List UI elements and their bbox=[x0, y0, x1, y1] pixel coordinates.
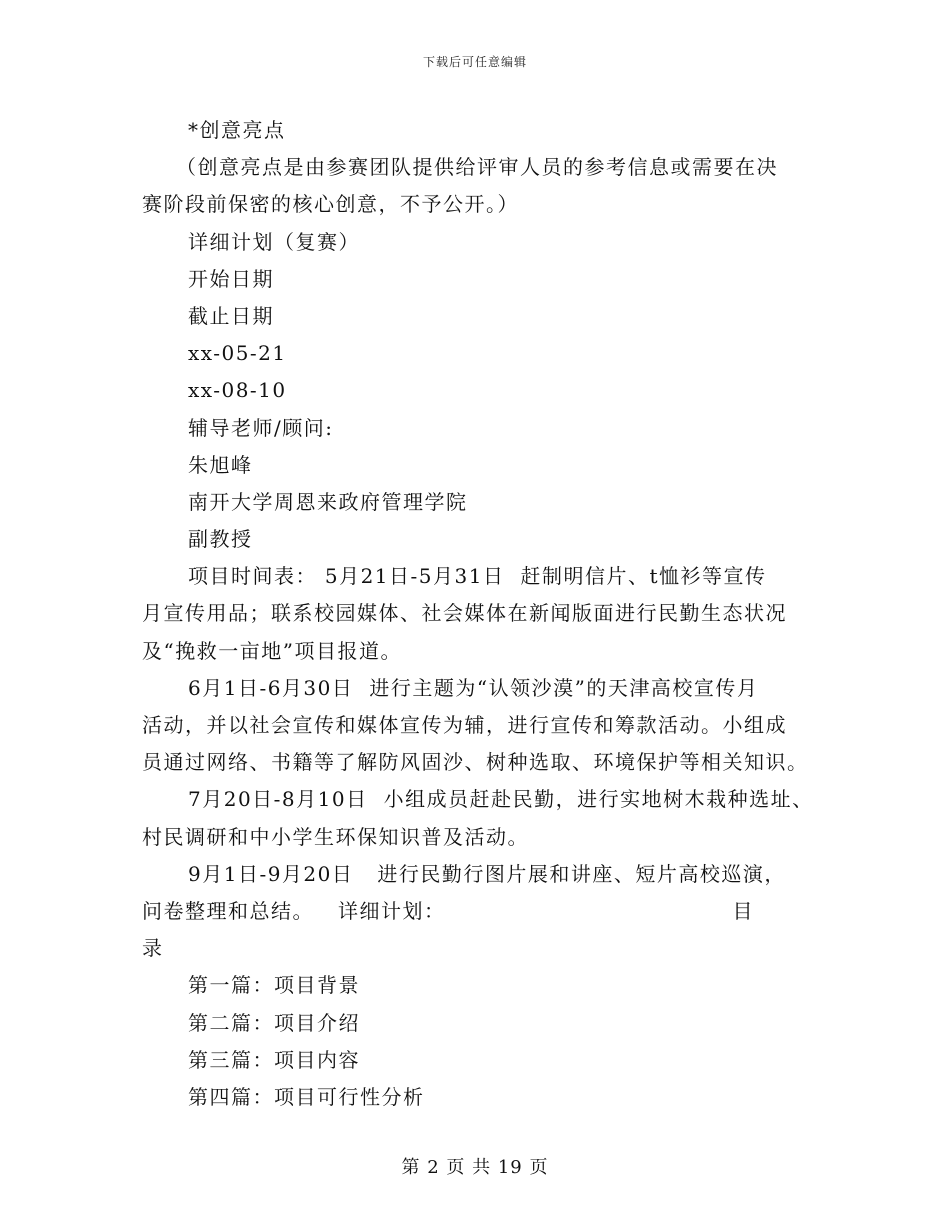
schedule-item-4 bbox=[142, 856, 842, 893]
schedule-text: 进行主题为“认领沙漠”的天津高校宣传月 bbox=[369, 675, 759, 700]
page-header-note: 下载后可任意编辑 bbox=[422, 55, 527, 69]
paragraph-line: （创意亮点是由参赛团队提供给评审人员的参考信息或需要在决 bbox=[176, 155, 778, 180]
value-start-date: xx-05-21 bbox=[188, 341, 287, 366]
label-start-date: 开始日期 bbox=[188, 266, 274, 291]
paragraph-line: 月宣传用品；联系校园媒体、社会媒体在新闻版面进行民勤生态状况 bbox=[142, 601, 787, 626]
schedule-date: 6月1日-6月30日 bbox=[188, 675, 354, 700]
schedule-date: 9月1日-9月20日 bbox=[188, 861, 354, 886]
text-fragment: 问卷整理和总结。 bbox=[142, 898, 314, 923]
document-body bbox=[142, 112, 842, 1116]
paragraph-line: 村民调研和中小学生环保知识普及活动。 bbox=[142, 824, 529, 849]
schedule-date: 7月20日-8月10日 bbox=[188, 787, 368, 812]
toc-item: 第二篇：项目介绍 bbox=[188, 1010, 360, 1035]
advisor-affiliation: 南开大学周恩来政府管理学院 bbox=[188, 489, 468, 514]
paragraph-line: 及“挽救一亩地”项目报道。 bbox=[142, 638, 402, 663]
toc-heading-part: 录 bbox=[142, 936, 164, 961]
page-number-footer: 第 2 页 共 19 页 bbox=[401, 1157, 549, 1178]
schedule-text: 进行民勤行图片展和讲座、短片高校巡演， bbox=[377, 861, 786, 886]
toc-heading-part: 目 bbox=[732, 898, 754, 923]
label-end-date: 截止日期 bbox=[188, 303, 274, 328]
schedule-text: 赶制明信片、t恤衫等宣传 bbox=[520, 564, 767, 589]
advisor-name: 朱旭峰 bbox=[188, 452, 253, 477]
schedule-item-3 bbox=[142, 781, 842, 818]
text-fragment: 详细计划： bbox=[338, 898, 446, 923]
paragraph-line: 员通过网络、书籍等了解防风固沙、树种选取、环境保护等相关知识。 bbox=[142, 750, 809, 775]
paragraph-line bbox=[142, 893, 842, 930]
toc-item: 第四篇：项目可行性分析 bbox=[188, 1084, 425, 1109]
schedule-item-1 bbox=[142, 558, 842, 595]
paragraph-line: 赛阶段前保密的核心创意，不予公开。） bbox=[142, 192, 519, 217]
toc-item: 第一篇：项目背景 bbox=[188, 973, 360, 998]
schedule-text: 小组成员赶赴民勤，进行实地树木栽种选址、 bbox=[383, 787, 814, 812]
schedule-item-2 bbox=[142, 670, 842, 707]
heading-creative-highlights: *创意亮点 bbox=[188, 118, 286, 142]
paragraph-line: 活动，并以社会宣传和媒体宣传为辅，进行宣传和筹款活动。小组成 bbox=[142, 713, 787, 737]
toc-item: 第三篇：项目内容 bbox=[188, 1047, 360, 1072]
label-advisor: 辅导老师/顾问: bbox=[188, 415, 334, 440]
heading-detailed-plan: 详细计划（复赛） bbox=[188, 229, 360, 254]
schedule-date: 项目时间表： 5月21日-5月31日 bbox=[188, 564, 505, 589]
value-end-date: xx-08-10 bbox=[188, 378, 287, 403]
advisor-title: 副教授 bbox=[188, 527, 253, 552]
